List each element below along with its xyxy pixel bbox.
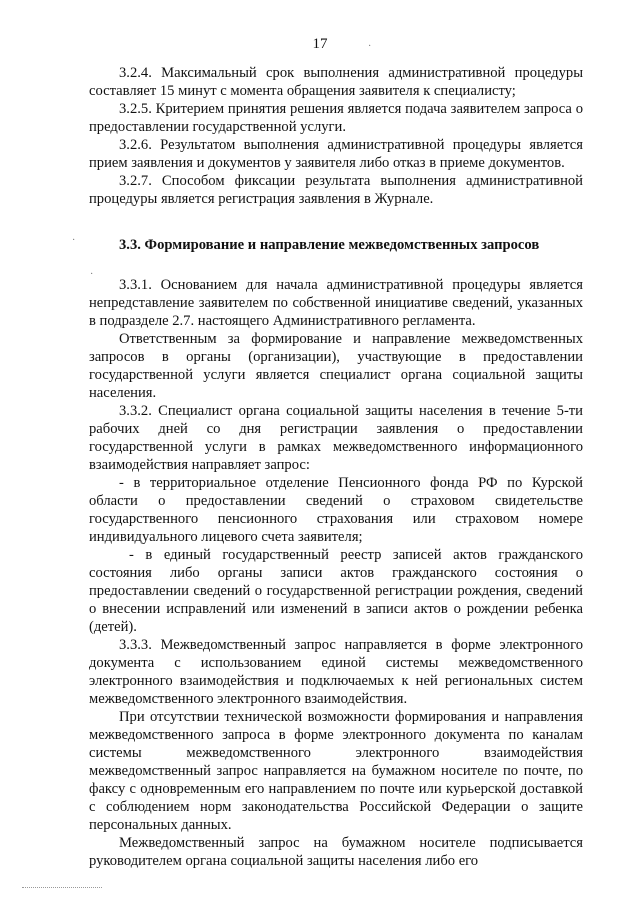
scan-speck: · (72, 235, 76, 246)
paragraph-3-3-1: 3.3.1. Основанием для начала административной процедуры является непредставление заявителем по собственной инициативе сведений, указанных в подразделе 2.7. настоящего Административного регламента. (89, 277, 583, 329)
paragraph-no-technical-possibility: При отсутствии технической возможности формирования и направления межведомственного запроса в форме электронного документа по каналам системы межведомственного электронного взаимодействия межведомственный запрос направляется на бумажном носителе по почте, по факсу с одновременным его направлением по почте или курьерской доставкой с соблюдением норм законодательства Российской Федерации о защите персональных данных. (89, 709, 583, 833)
list-item-civil-registry: - в единый государственный реестр записей актов гражданского состояния либо органы записи актов гражданского состояния о предоставлении сведений о государственной регистрации рождения, сведений о внесении исправлений или изменений в записи актов о рождении ребенка (детей). (89, 547, 583, 635)
footer-dotted-line (22, 887, 102, 888)
paragraph-3-2-4: 3.2.4. Максимальный срок выполнения административной процедуры составляет 15 минут с момента обращения заявителя к специалисту; (89, 65, 583, 99)
scan-speck: · (368, 41, 372, 52)
section-heading-3-3: 3.3. Формирование и направление межведомственных запросов (119, 237, 540, 253)
paragraph-3-3-3: 3.3.3. Межведомственный запрос направляется в форме электронного документа с использованием единой системы межведомственного электронного взаимодействия и подключаемых к ней региональных систем межведомственного электронного взаимодействия. (89, 637, 583, 707)
document-body (89, 64, 583, 870)
paragraph-3-2-6: 3.2.6. Результатом выполнения административной процедуры является прием заявления и документов у заявителя либо отказ в приеме документов. (89, 137, 583, 171)
list-item-pension-fund: - в территориальное отделение Пенсионного фонда РФ по Курской области о предоставлении сведений о страховом свидетельстве государственного пенсионного страхования или страховом номере индивидуального лицевого счета заявителя; (89, 475, 583, 545)
paragraph-paper-request: Межведомственный запрос на бумажном носителе подписывается руководителем органа социальной защиты населения либо его (89, 835, 583, 869)
paragraph-3-2-5: 3.2.5. Критерием принятия решения является подача заявителем запроса о предоставлении государственной услуги. (89, 101, 583, 135)
paragraph-3-2-7: 3.2.7. Способом фиксации результата выполнения административной процедуры является регистрация заявления в Журнале. (89, 173, 583, 207)
paragraph-3-3-2: 3.3.2. Специалист органа социальной защиты населения в течение 5-ти рабочих дней со дня регистрации заявления о предоставлении государственной услуги в рамках межведомственного информационного взаимодействия направляет запрос: (89, 403, 583, 473)
paragraph-responsible: Ответственным за формирование и направление межведомственных запросов в органы (организации), участвующие в предоставлении государственной услуги является специалист органа социальной защиты населения. (89, 331, 583, 401)
page-number: 17 (312, 36, 328, 52)
scan-speck: · (90, 269, 94, 280)
